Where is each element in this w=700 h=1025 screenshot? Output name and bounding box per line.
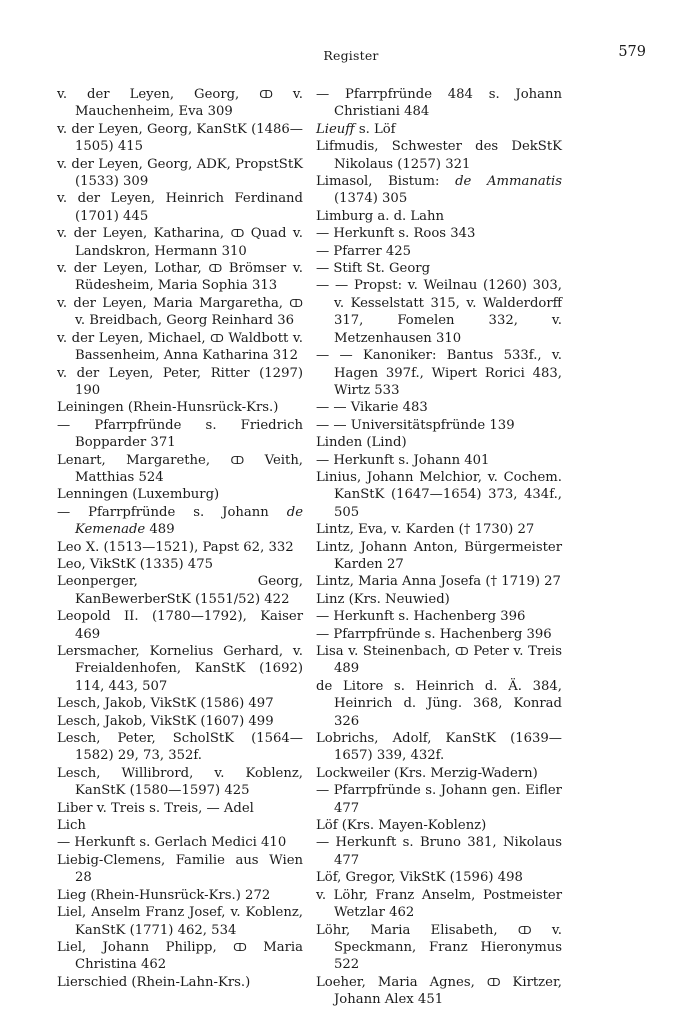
page-header xyxy=(56,44,646,68)
entry-text: Lobrichs, Adolf, KanStK (1639—1657) 339, 432f. xyxy=(316,731,562,764)
marriage-symbol: ↀ xyxy=(208,262,223,276)
entry-text: Veith, Matthias 524 xyxy=(75,452,304,485)
entry-text: Liebig-Clemens, Familie aus Wien 28 xyxy=(57,852,303,886)
entry-text: 489 xyxy=(145,522,175,538)
index-entry xyxy=(316,887,562,922)
index-entry xyxy=(57,904,303,939)
index-entry xyxy=(316,817,562,834)
index-entry xyxy=(57,417,303,452)
entry-text: Lesch, Willibrord, v. Koblenz, KanStK (1580—1597) 425 xyxy=(57,765,303,799)
marriage-symbol: ↀ xyxy=(230,227,245,241)
index-entry xyxy=(316,521,562,538)
index-entry xyxy=(316,974,562,1009)
index-entry xyxy=(316,417,562,434)
entry-text: — — Kanoniker: Bantus 533f., v. Hagen 397f., Wipert Rorici 483, Wirtz 533 xyxy=(316,348,562,398)
entry-text: Lersmacher, Kornelius Gerhard, v. Freialdenhofen, KanStK (1692) 114, 443, 507 xyxy=(57,644,303,694)
index-entry xyxy=(57,556,303,573)
index-entry xyxy=(316,469,562,521)
entry-text: v. der Leyen, Peter, Ritter (1297) 190 xyxy=(57,365,303,398)
index-entry xyxy=(316,347,562,399)
index-entry xyxy=(57,817,303,834)
index-entry xyxy=(57,608,303,643)
entry-text: Lifmudis, Schwester des DekStK Nikolaus (1257) 321 xyxy=(316,139,562,172)
entry-text: v. Mauchenheim, Eva 309 xyxy=(75,87,303,120)
entry-text: Leo, VikStK (1335) 475 xyxy=(57,556,213,572)
entry-text: v. Speckmann, Franz Hieronymus 522 xyxy=(334,922,562,973)
index-entry xyxy=(57,834,303,851)
index-entry xyxy=(57,887,303,904)
entry-text: — Pfarrpfründe s. Johann gen. Eifler 477 xyxy=(316,783,562,816)
entry-text: Brömser v. Rüdesheim, Maria Sophia 313 xyxy=(75,261,304,294)
entry-text: v. Breidbach, Georg Reinhard 36 xyxy=(75,313,295,329)
entry-text: Lisa v. Steinenbach, xyxy=(316,644,456,659)
entry-text: v. Löhr, Franz Anselm, Postmeister Wetzlar 462 xyxy=(316,887,562,921)
index-entry xyxy=(57,260,303,295)
entry-text: — — Vikarie 483 xyxy=(316,400,428,416)
index-entry xyxy=(316,869,562,886)
marriage-symbol: ↀ xyxy=(517,923,532,937)
entry-text: Linius, Johann Melchior, v. Cochem. KanStK (1647—1654) 373, 434f., 505 xyxy=(316,469,562,520)
entry-text: Löf (Krs. Mayen-Koblenz) xyxy=(316,818,487,834)
index-entry xyxy=(316,225,562,242)
index-entry xyxy=(57,330,303,365)
index-entry xyxy=(57,225,303,260)
index-entry xyxy=(57,573,303,608)
entry-text: v. der Leyen, Georg, xyxy=(57,87,260,102)
index-entry xyxy=(316,626,562,643)
index-entry xyxy=(57,121,303,156)
entry-text: v. der Leyen, Maria Margaretha, xyxy=(57,295,290,311)
entry-text: Leonperger, Georg, KanBewerberStK (1551/52) 422 xyxy=(57,574,303,607)
index-entry xyxy=(316,138,562,173)
index-entry xyxy=(57,695,303,712)
marriage-symbol: ↀ xyxy=(259,88,273,101)
italic-text: Lieuff xyxy=(316,121,355,137)
italic-text: de Ammanatis xyxy=(455,174,562,190)
entry-text: Linden (Lind) xyxy=(316,435,407,451)
page-number: 579 xyxy=(618,44,646,60)
entry-text: Limasol, Bistum: xyxy=(316,174,456,190)
index-entry xyxy=(57,399,303,416)
entry-text: — Herkunft s. Johann 401 xyxy=(316,452,490,468)
entry-text: — Herkunft s. Roos 343 xyxy=(316,226,476,242)
index-entry xyxy=(57,156,303,191)
entry-text: Lenart, Margarethe, xyxy=(57,452,231,468)
entry-text: — Herkunft s. Bruno 381, Nikolaus 477 xyxy=(316,835,562,868)
entry-text: Lesch, Jakob, VikStK (1607) 499 xyxy=(57,713,274,729)
index-entry xyxy=(57,974,303,991)
index-entry xyxy=(316,573,562,590)
running-title: Register xyxy=(323,48,379,63)
entry-text: Linz (Krs. Neuwied) xyxy=(316,591,450,607)
entry-text: Peter v. Treis 489 xyxy=(334,644,562,677)
entry-text: Kirtzer, Johann Alex 451 xyxy=(334,974,562,1008)
entry-text: — — Propst: v. Weilnau (1260) 303, v. Kesselstatt 315, v. Walderdorff 317, Fomelen 332, v. Metzenhausen 310 xyxy=(316,278,562,346)
marriage-symbol: ↀ xyxy=(233,940,247,954)
entry-text: Leopold II. (1780—1792), Kaiser 469 xyxy=(57,609,303,642)
entry-text: — — Universitätspfründe 139 xyxy=(316,417,515,433)
index-entry xyxy=(57,800,303,817)
entry-text: Lierschied (Rhein-Lahn-Krs.) xyxy=(57,974,251,990)
index-entry xyxy=(316,86,562,121)
entry-text: Waldbott v. Bassenheim, Anna Katharina 312 xyxy=(75,330,303,364)
index-entry xyxy=(316,730,562,765)
entry-text: — Herkunft s. Hachenberg 396 xyxy=(316,609,526,625)
index-entry xyxy=(316,643,562,678)
entry-text: — Stift St. Georg xyxy=(316,261,431,277)
index-entry xyxy=(316,591,562,608)
index-entry xyxy=(316,782,562,817)
entry-text: Liber v. Treis s. Treis, — Adel xyxy=(57,800,254,816)
index-entry xyxy=(316,608,562,625)
index-entry xyxy=(316,434,562,451)
entry-text: — Pfarrpfründe s. Friedrich Bopparder 371 xyxy=(57,417,303,451)
marriage-symbol: ↀ xyxy=(210,331,224,345)
entry-text: — Herkunft s. Gerlach Medici 410 xyxy=(57,835,287,851)
index-entry xyxy=(57,765,303,800)
entry-text: Lesch, Peter, ScholStK (1564—1582) 29, 73, 352f. xyxy=(57,731,303,764)
index-entry xyxy=(316,243,562,260)
entry-text: v. der Leyen, Katharina, xyxy=(57,226,231,242)
index-entry xyxy=(57,730,303,765)
index-entry xyxy=(316,277,562,347)
entry-text: Liel, Anselm Franz Josef, v. Koblenz, KanStK (1771) 462, 534 xyxy=(57,905,303,938)
entry-text: s. Löf xyxy=(354,121,396,137)
entry-text: Lich xyxy=(57,818,86,834)
index-column-left xyxy=(57,86,303,991)
index-entry xyxy=(316,121,562,138)
marriage-symbol: ↀ xyxy=(486,975,501,989)
index-entry xyxy=(57,852,303,887)
entry-text: v. der Leyen, Georg, ADK, PropstStK (1533) 309 xyxy=(57,156,303,190)
entry-text: Leiningen (Rhein-Hunsrück-Krs.) xyxy=(57,400,279,416)
entry-text: (1374) 305 xyxy=(334,191,408,207)
index-entry xyxy=(57,86,303,121)
italic-text: de Kemenade xyxy=(75,504,303,538)
index-column-right xyxy=(316,86,562,1009)
entry-text: Maria Christina 462 xyxy=(75,939,303,973)
entry-text: Lockweiler (Krs. Merzig-Wadern) xyxy=(316,765,538,781)
index-entry xyxy=(316,539,562,574)
index-entry xyxy=(316,452,562,469)
index-entry xyxy=(57,939,303,974)
index-entry xyxy=(57,713,303,730)
index-entry xyxy=(316,834,562,869)
index-entry xyxy=(316,208,562,225)
entry-text: — Pfarrpfründe 484 s. Johann Christiani 484 xyxy=(316,87,562,120)
entry-text: Quad v. Landskron, Hermann 310 xyxy=(75,226,303,259)
entry-text: — Pfarrpfründe s. Johann xyxy=(57,504,287,520)
index-entry xyxy=(57,190,303,225)
entry-text: Lintz, Maria Anna Josefa († 1719) 27 xyxy=(316,574,561,590)
index-entry xyxy=(57,365,303,400)
marriage-symbol: ↀ xyxy=(455,645,469,658)
entry-text: de Litore s. Heinrich d. Ä. 384, Heinrich d. Jüng. 368, Konrad 326 xyxy=(316,678,562,729)
index-entry xyxy=(57,452,303,487)
index-entry xyxy=(57,539,303,556)
entry-text: — Pfarrer 425 xyxy=(316,243,412,259)
index-entry xyxy=(316,173,562,208)
entry-text: v. der Leyen, Georg, KanStK (1486—1505) 415 xyxy=(57,121,303,155)
marriage-symbol: ↀ xyxy=(230,453,245,467)
entry-text: Lintz, Johann Anton, Bürgermeister Karden 27 xyxy=(316,539,562,572)
entry-text: v. der Leyen, Lothar, xyxy=(57,261,209,277)
index-entry xyxy=(316,678,562,730)
entry-text: Liel, Johann Philipp, xyxy=(57,939,234,955)
entry-text: Löhr, Maria Elisabeth, xyxy=(316,922,518,938)
entry-text: Leo X. (1513—1521), Papst 62, 332 xyxy=(57,539,294,555)
entry-text: Lesch, Jakob, VikStK (1586) 497 xyxy=(57,696,274,712)
index-entry xyxy=(57,486,303,503)
index-entry xyxy=(316,399,562,416)
entry-text: Löf, Gregor, VikStK (1596) 498 xyxy=(316,870,523,886)
index-entry xyxy=(316,922,562,974)
index-entry xyxy=(316,765,562,782)
entry-text: v. der Leyen, Michael, xyxy=(57,330,211,346)
marriage-symbol: ↀ xyxy=(289,296,303,310)
entry-text: v. der Leyen, Heinrich Ferdinand (1701) 445 xyxy=(57,191,303,224)
index-entry xyxy=(57,295,303,330)
index-entry xyxy=(57,504,303,539)
entry-text: — Pfarrpfründe s. Hachenberg 396 xyxy=(316,626,552,642)
entry-text: Lintz, Eva, v. Karden († 1730) 27 xyxy=(316,522,535,538)
index-entry xyxy=(57,643,303,695)
index-entry xyxy=(316,260,562,277)
entry-text: Lieg (Rhein-Hunsrück-Krs.) 272 xyxy=(57,887,271,903)
entry-text: Limburg a. d. Lahn xyxy=(316,208,445,224)
entry-text: Lenningen (Luxemburg) xyxy=(57,487,220,503)
entry-text: Loeher, Maria Agnes, xyxy=(316,974,487,990)
